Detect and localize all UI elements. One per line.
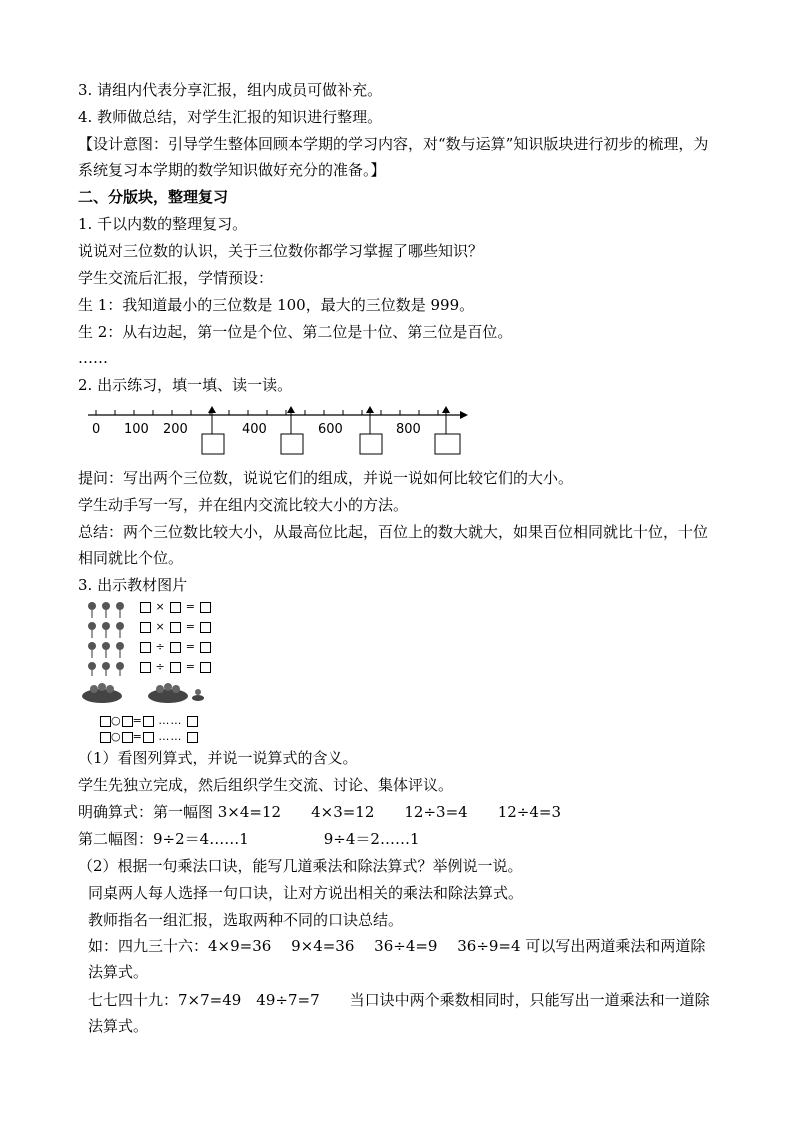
text-line: …… bbox=[78, 349, 108, 367]
text-line: 学生先独立完成，然后组织学生交流、讨论、集体评议。 bbox=[78, 776, 454, 794]
remainder-equation-row: ○ = …… bbox=[100, 714, 198, 727]
text-line: 4. 教师做总结，对学生汇报的知识进行整理。 bbox=[78, 108, 383, 126]
text-line: 明确算式：第一幅图 3×4=12 4×3=12 12÷3=4 12÷4=3 bbox=[78, 803, 562, 821]
text-line: 学生交流后汇报，学情预设： bbox=[78, 269, 274, 287]
equation-row: ÷ = bbox=[140, 640, 211, 653]
tick-label: 400 bbox=[242, 422, 267, 437]
text-line: 3. 出示教材图片 bbox=[78, 576, 188, 594]
text-line: 如：四九三十六：4×9=36 9×4=36 36÷4=9 36÷9=4 可以写出两道乘法和两道除法算式。 bbox=[88, 937, 706, 981]
text-line: 生 2：从右边起，第一位是个位、第二位是十位、第三位是百位。 bbox=[78, 323, 513, 341]
text-line: （1）看图列算式，并说一说算式的含义。 bbox=[78, 749, 358, 767]
tick-label: 100 bbox=[124, 422, 149, 437]
text-line: 第二幅图：9÷2＝4……1 9÷4＝2……1 bbox=[78, 830, 420, 848]
text-line: （2）根据一句乘法口诀，能写几道乘法和除法算式？举例说一说。 bbox=[78, 857, 523, 875]
text-line: 3. 请组内代表分享汇报，组内成员可做补充。 bbox=[78, 81, 383, 99]
tick-label: 200 bbox=[163, 422, 188, 437]
text-line: 教师指名一组汇报，选取两种不同的口诀总结。 bbox=[88, 911, 404, 929]
equation-row: × = bbox=[140, 620, 211, 633]
text-line: 1. 千以内数的整理复习。 bbox=[78, 215, 248, 233]
section-heading: 二、分版块，整理复习 bbox=[78, 188, 229, 206]
text-line: 生 1：我知道最小的三位数是 100，最大的三位数是 999。 bbox=[78, 296, 475, 314]
text-line: 2. 出示练习，填一填、读一读。 bbox=[78, 376, 293, 394]
text-line: 说说对三位数的认识，关于三位数你都学习掌握了哪些知识？ bbox=[78, 242, 484, 260]
text-line: 总结：两个三位数比较大小，从最高位比起，百位上的数大就大，如果百位相同就比十位，十位相同就比个位。 bbox=[78, 523, 709, 567]
tick-label: 600 bbox=[318, 422, 343, 437]
text-line: 学生动手写一写，并在组内交流比较大小的方法。 bbox=[78, 496, 409, 514]
text-line: 七七四十九：7×7=49 49÷7=7 当口诀中两个乘数相同时，只能写出一道乘法和一道除法算式。 bbox=[88, 991, 710, 1035]
design-intent: 【设计意图：引导学生整体回顾本学期的学习内容，对“数与运算”知识版块进行初步的梳理，为系统复习本学期的数学知识做好充分的准备。】 bbox=[78, 135, 709, 179]
number-line-figure bbox=[88, 400, 468, 462]
equation-row: × = bbox=[140, 600, 211, 613]
textbook-figure bbox=[80, 598, 240, 743]
text-line: 提问：写出两个三位数，说说它们的组成，并说一说如何比较它们的大小。 bbox=[78, 469, 574, 487]
tick-label: 800 bbox=[396, 422, 421, 437]
remainder-equation-row: ○ = …… bbox=[100, 730, 198, 743]
equation-row: ÷ = bbox=[140, 660, 211, 673]
text-line: 同桌两人每人选择一句口诀，让对方说出相关的乘法和除法算式。 bbox=[88, 884, 524, 902]
tick-label: 0 bbox=[92, 422, 101, 437]
